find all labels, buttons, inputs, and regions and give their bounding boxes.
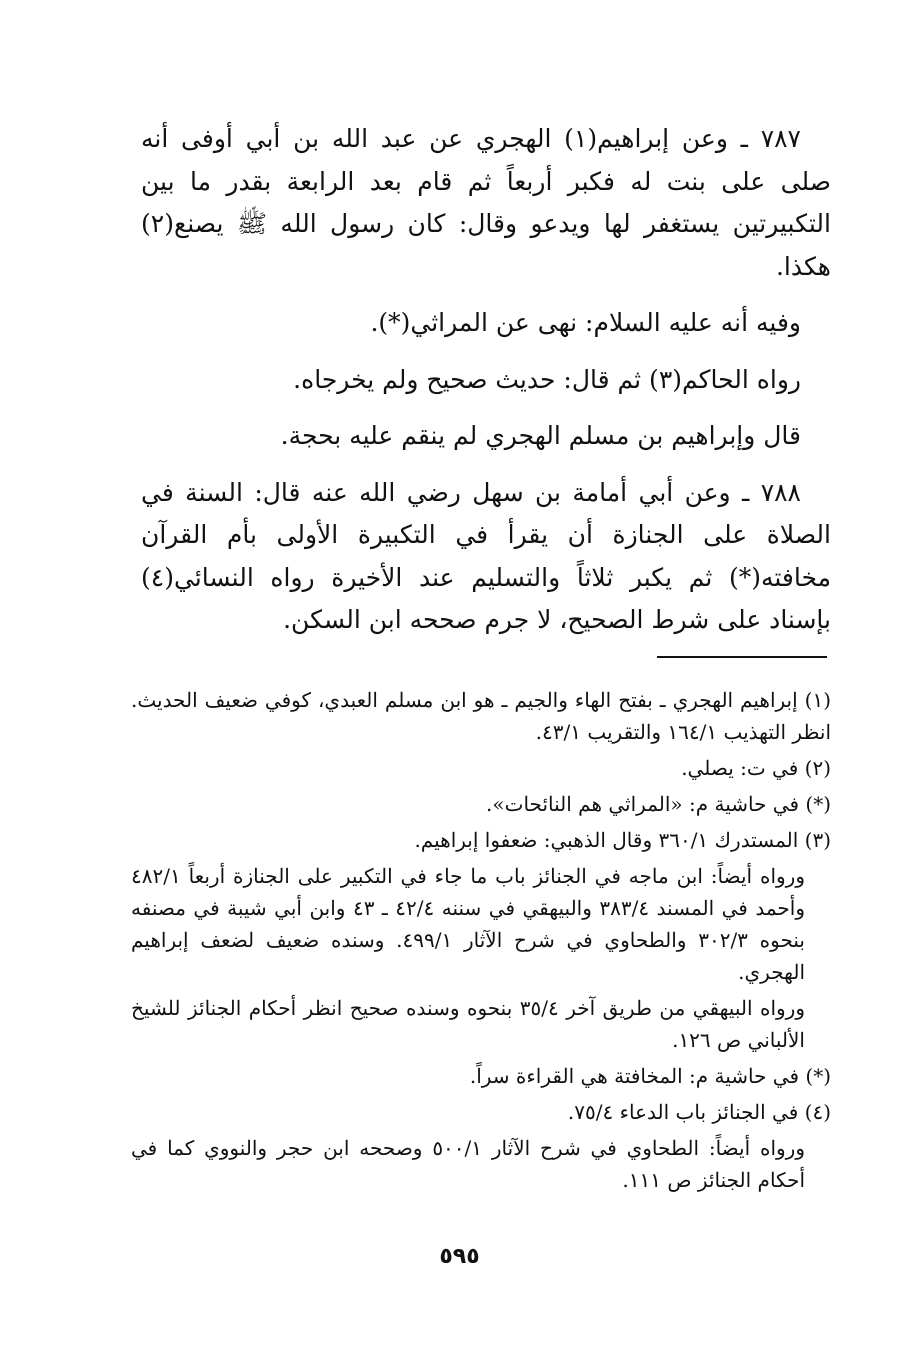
hadith-787: ٧٨٧ ـ وعن إبراهيم(١) الهجري عن عبد الله بن أبي أوفى أنه صلى على بنت له فكبر أربعاً ثم قام بعد الرابعة بقدر ما بين التكبيرتين يستغفر لها ويدعو وقال: كان رسول الله ﷺ يصنع(٢) هكذا. bbox=[141, 124, 831, 281]
footnote-4: (٤) في الجنائز باب الدعاء ٧٥/٤. bbox=[567, 1100, 831, 1124]
hadith-788: ٧٨٨ ـ وعن أبي أمامة بن سهل رضي الله عنه قال: السنة في الصلاة على الجنازة أن يقرأ في التكبيرة الأولى بأم القرآن مخافته(*) ثم يكبر ثلاثاً والتسليم عند الأخيرة رواه النسائي(٤) بإسناد على شرط الصحيح، لا جرم صححه ابن السكن. bbox=[141, 477, 831, 634]
footnote-3-continued-b: ورواه البيهقي من طريق آخر ٣٥/٤ بنحوه وسنده صحيح انظر أحكام الجنائز للشيخ الألباني ص ١٢٦. bbox=[131, 996, 805, 1052]
footnote-star-1: (*) في حاشية م: «المراثي هم النائحات». bbox=[486, 792, 831, 816]
footnote-separator bbox=[657, 656, 827, 658]
page-number: ٥٩٥ bbox=[439, 1244, 480, 1269]
paragraph-marathi: وفيه أنه عليه السلام: نهى عن المراثي(*). bbox=[370, 308, 801, 337]
footnote-3-continued-a: ورواه أيضاً: ابن ماجه في الجنائز باب ما جاء في التكبير على الجنازة أربعاً ٤٨٢/١ وأحمد في المسند ٣٨٣/٤ والبيهقي في سننه ٤٢/٤ ـ ٤٣ وابن أبي شيبة في مصنفه بنحوه ٣٠٢/٣ والطحاوي في شرح الآثار ٤٩٩/١. وسنده ضعيف لضعف إبراهيم الهجري. bbox=[131, 864, 806, 984]
footnote-3: (٣) المستدرك ٣٦٠/١ وقال الذهبي: ضعفوا إبراهيم. bbox=[414, 828, 831, 852]
paragraph-hakim: رواه الحاكم(٣) ثم قال: حديث صحيح ولم يخرجاه. bbox=[293, 364, 801, 394]
footnote-1: (١) إبراهيم الهجري ـ بفتح الهاء والجيم ـ هو ابن مسلم العبدي، كوفي ضعيف الحديث. انظر التهذيب ١٦٤/١ والتقريب ٤٣/١. bbox=[131, 688, 831, 744]
paragraph-hajari: قال وإبراهيم بن مسلم الهجري لم ينقم عليه بحجة. bbox=[280, 421, 801, 450]
footnote-4-continued: ورواه أيضاً: الطحاوي في شرح الآثار ٥٠٠/١ وصححه ابن حجر والنووي كما في أحكام الجنائز ص ١١١. bbox=[131, 1136, 805, 1192]
main-text bbox=[141, 118, 831, 656]
footnote-star-2: (*) في حاشية م: المخافتة هي القراءة سراً. bbox=[469, 1064, 831, 1088]
footnote-2: (٢) في ت: يصلي. bbox=[681, 756, 831, 780]
footnotes bbox=[131, 684, 831, 1200]
